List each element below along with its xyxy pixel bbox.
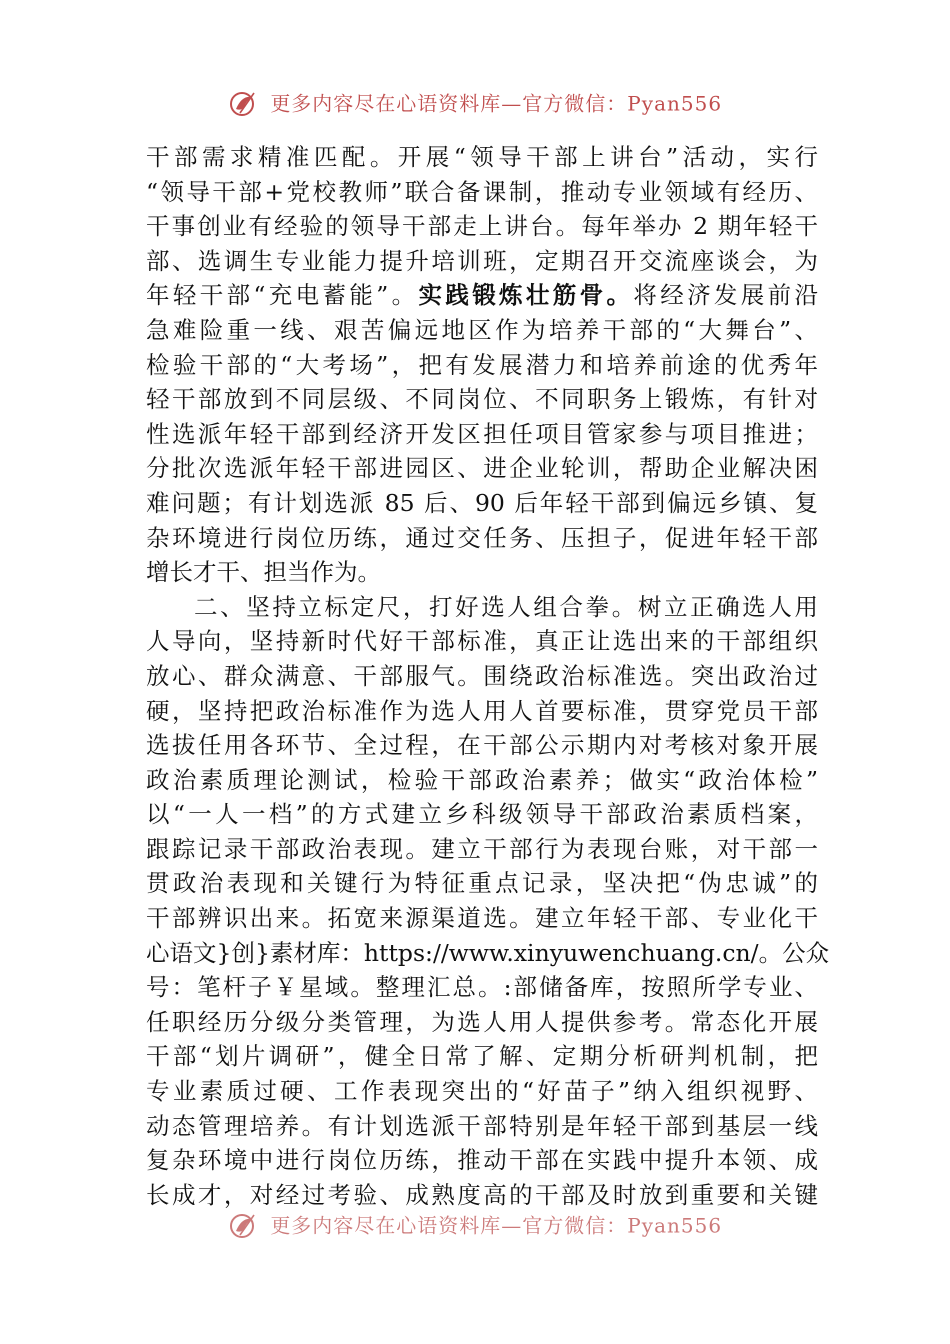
text-line [146,209,818,244]
text-segment: 硬，坚持把政治标准作为选人用人首要标准，贯穿党员干部 [146,696,818,725]
text-segment: “领导干部+党校教师”联合备课制，推动专业领域有经历、 [146,177,818,206]
text-line [146,555,818,590]
text-segment: 以“一人一档”的方式建立乡科级领导干部政治素质档案， [146,800,818,829]
text-segment: 干事创业有经验的领导干部走上讲台。每年举办 2 期年轻干 [146,212,818,241]
text-segment: 年轻干部“充电蓄能”。 [146,281,419,310]
header-watermark [0,88,950,119]
text-line [146,590,818,625]
text-line [146,659,818,694]
text-segment: 长成才，对经过考验、成熟度高的干部及时放到重要和关键 [146,1180,818,1209]
text-segment: 放心、群众满意、干部服气。围绕政治标准选。突出政治过 [146,661,818,690]
text-line [146,694,818,729]
text-line [146,1143,818,1178]
text-segment: 性选派年轻干部到经济开发区担任项目管家参与项目推进； [146,419,818,448]
text-line [146,624,818,659]
text-segment: 干部需求精准匹配。开展“领导干部上讲台”活动，实行 [146,143,818,171]
document-body [146,140,830,1212]
text-segment: 人导向，坚持新时代好干部标准，真正让选出来的干部组织 [146,627,818,656]
text-line [146,728,818,763]
footer-watermark [0,1210,950,1241]
text-segment: 选拔任用各环节、全过程，在干部公示期内对考核对象开展 [146,731,818,760]
text-line [146,1005,818,1040]
text-segment: 号：笔杆子￥星域。整理汇总。:部储备库，按照所学专业、 [146,973,818,1002]
text-line [146,521,818,556]
text-segment: 专业素质过硬、工作表现突出的“好苗子”纳入组织视野、 [146,1077,818,1106]
text-line [146,797,818,832]
text-line [146,1039,818,1074]
text-line [146,348,818,383]
text-line [146,866,818,901]
text-segment: 将经济发展前沿 [633,281,819,310]
text-line [146,451,818,486]
text-segment: 急难险重一线、艰苦偏远地区作为培养干部的“大舞台”、 [146,315,818,344]
text-segment: 分批次选派年轻干部进园区、进企业轮训，帮助企业解决困 [146,454,818,483]
header-watermark-text: 更多内容尽在心语资料库—官方微信：Pyan556 [270,91,723,116]
text-line [146,1178,818,1213]
text-segment: 心语文}创}素材库：https://www.xinyuwenchuang.cn/。公众 [146,938,830,967]
text-line [146,936,830,971]
text-line [146,244,818,279]
bold-heading-text: 实践锻炼壮筋骨。 [418,281,634,310]
text-segment: 政治素质理论测试，检验干部政治素养；做实“政治体检” [146,765,818,794]
text-line [146,486,818,521]
text-line [146,140,818,175]
text-line [146,970,818,1005]
text-segment: 动态管理培养。有计划选派干部特别是年轻干部到基层一线 [146,1111,818,1140]
text-segment: 任职经历分级分类管理，为选人用人提供参考。常态化开展 [146,1007,818,1036]
footer-watermark-text: 更多内容尽在心语资料库—官方微信：Pyan556 [270,1213,723,1238]
text-line [146,175,818,210]
text-segment: 复杂环境中进行岗位历练，推动干部在实践中提升本领、成 [146,1146,818,1175]
brand-logo-icon [228,1211,258,1241]
text-segment: 跟踪记录干部政治表现。建立干部行为表现台账，对干部一 [146,834,818,863]
text-line [146,1109,818,1144]
text-line [146,901,818,936]
text-line [146,1074,818,1109]
text-line [146,313,818,348]
text-segment: 轻干部放到不同层级、不同岗位、不同职务上锻炼，有针对 [146,385,818,414]
text-segment: 增长才干、担当作为。 [146,558,381,587]
text-line [146,832,818,867]
brand-logo-icon [228,89,258,119]
text-segment: 杂环境进行岗位历练，通过交任务、压担子，促进年轻干部 [146,523,818,552]
text-segment: 二、坚持立标定尺，打好选人组合拳。树立正确选人用 [194,592,818,621]
text-line [146,382,818,417]
text-segment: 检验干部的“大考场”，把有发展潜力和培养前途的优秀年 [146,350,818,379]
text-line [146,417,818,452]
text-segment: 干部辨识出来。拓宽来源渠道选。建立年轻干部、专业化干 [146,904,818,933]
text-line [146,278,818,313]
text-segment: 贯政治表现和关键行为特征重点记录，坚决把“伪忠诚”的 [146,869,818,898]
text-segment: 干部“划片调研”，健全日常了解、定期分析研判机制，把 [146,1042,818,1071]
text-segment: 部、选调生专业能力提升培训班，定期召开交流座谈会，为 [146,246,818,275]
text-line [146,763,818,798]
text-segment: 难问题；有计划选派 85 后、90 后年轻干部到偏远乡镇、复 [146,488,818,517]
